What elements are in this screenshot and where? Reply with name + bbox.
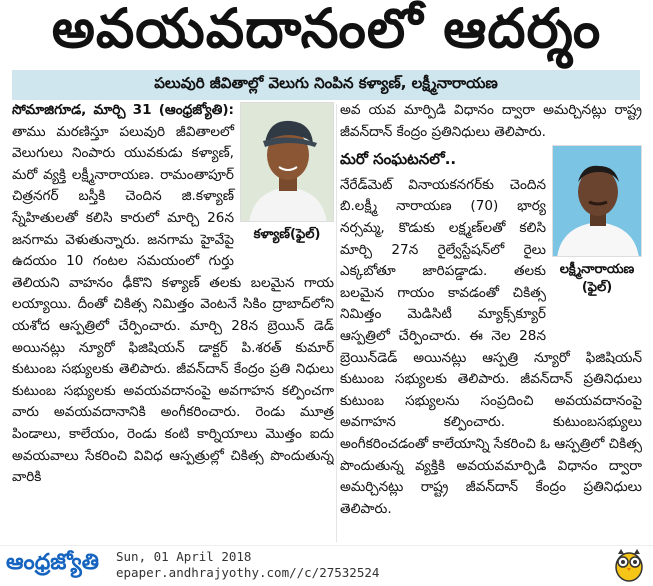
section-heading: మరో సంఘటనలో.. bbox=[340, 150, 457, 169]
owl-icon bbox=[612, 546, 646, 586]
kalyan-caption: కళ్యాణ్‌(ఫైల్‌) bbox=[253, 227, 321, 242]
dateline: సోమాజిగూడ, మార్చి 31 (ఆంధ్రజ్యోతి): bbox=[12, 102, 234, 118]
right-body-text: నేరేడ్‌మెట్‌ వినాయకనగర్‌కు చెందిన బి.లక్ష్మీ నారాయణ (70) భార్య నర్సమ్మ, కొడుకు లక్ష్మణ్‌లతో కలిసి మార్చి 27న రైల్వేస్టేషన్‌లో రైలు ఎక్కబోతూ జారిపడ్డాడు. తలకు బలమైన గాయం కావడంతో చికిత్స నిమిత్తం మెడిసిటీ మ్యాక్స్‌క్యూర్‌ ఆస్పత్రిలో చేర్పించారు. ఈ నెల 28న బ్రెయిన్‌డెడ్‌ అయినట్లు ఆస్పత్రి న్యూరో ఫిజిషియన్‌ కుటుంబ సభ్యులకు తెలిపారు. జీవన్‌దాన్‌ ప్రతినిధులు కుటుంబ సభ్యులను సంప్రదించి అవయవదానంపై అవగాహన కల్పించారు. కుటుంబసభ్యులు అంగీకరించడంతో కాలేయాన్ని సేకరించి ఓ ఆస్పత్రిలో చికిత్స పొందుతున్న వ్యక్తికి అవయవమార్పిడి విధానం ద్వారా అమర్చినట్లు రాష్ట్ర జీవన్‌దాన్‌ కేంద్రం ప్రతినిధులు తెలిపారు. bbox=[340, 176, 642, 517]
footer-url[interactable]: epaper.andhrajyothy.com//c/27532524 bbox=[116, 565, 380, 580]
headline: అవయవదానంలో ఆదర్శం bbox=[51, 0, 602, 60]
kalyan-photo-block bbox=[240, 102, 334, 260]
footer-date: Sun, 01 April 2018 bbox=[116, 549, 252, 564]
newspaper-logo: ఆంధ్రజ్యోతి bbox=[6, 550, 99, 575]
footer-info bbox=[116, 549, 379, 581]
subheadline: పలువురి జీవితాల్లో వెలుగు నింపిన కళ్యాణ్‌, లక్ష్మీనారాయణ bbox=[154, 74, 498, 92]
right-column bbox=[340, 100, 642, 545]
lakshminarayana-photo bbox=[552, 145, 642, 257]
continuation-text: అవ యవ మార్పిడి విధానం ద్వారా అమర్చినట్లు రాష్ట్ర జీవన్‌దాన్‌ కేంద్రం ప్రతినిధులు తెలిపారు. bbox=[340, 102, 642, 140]
left-column bbox=[12, 100, 334, 545]
lakshminarayana-caption: లక్ష్మీనారాయణ (ఫైల్‌) bbox=[559, 262, 635, 296]
footer bbox=[0, 545, 653, 583]
kalyan-photo bbox=[240, 102, 334, 222]
lakshminarayana-photo-block bbox=[552, 145, 642, 331]
left-body-text: తాము మరణిస్తూ పలువురి జీవితాలలో వెలుగులు నింపారు యువకుడు కళ్యాణ్‌, మరో వ్యక్తి లక్ష్మీనారాయణ. రామంతాపూర్‌ చిత్రనగర్‌ బస్తీకి చెందిన జి.కళ్యాణ్‌ స్నేహితులతో కలిసి కారులో మార్చి 26న జనగామ వెళుతున్నారు. జనగామ హైవేపై ఉదయం 10 గంటల సమయంలో గుర్తు తెలియని వాహనం ఢీకొని కళ్యాణ్‌ తలకు బలమైన గాయ లయ్యాయి. దీంతో చికిత్స నిమిత్తం వెంటనే సికిం ద్రాబాద్‌లోని యశోద ఆస్పత్రిలో చేర్పించారు. మార్చి 28న బ్రెయిన్‌ డెడ్‌ అయినట్లు న్యూరో ఫిజిషియన్‌ డాక్టర్‌ పి.శరత్‌ కుమార్‌ కుటుంబ సభ్యులకు తెలిపారు. జీవన్‌దాన్‌ కేంద్రం ప్రతి నిధులు కుటుంబ సభ్యులకు అవయవదానంపై అవగాహన కల్పించగా వారు అవయవదానానికి అంగీకరించారు. రెండు మూత్ర పిండాలు, కాలేయం, రెండు కంటి కార్నియాలు మొత్తం ఐదు అవయవాలు సేకరించి వివిధ ఆస్పత్రుల్లో చికిత్స పొందుతున్న వారికి bbox=[12, 123, 334, 486]
column-divider bbox=[336, 104, 337, 542]
subheadline-banner bbox=[12, 70, 640, 100]
